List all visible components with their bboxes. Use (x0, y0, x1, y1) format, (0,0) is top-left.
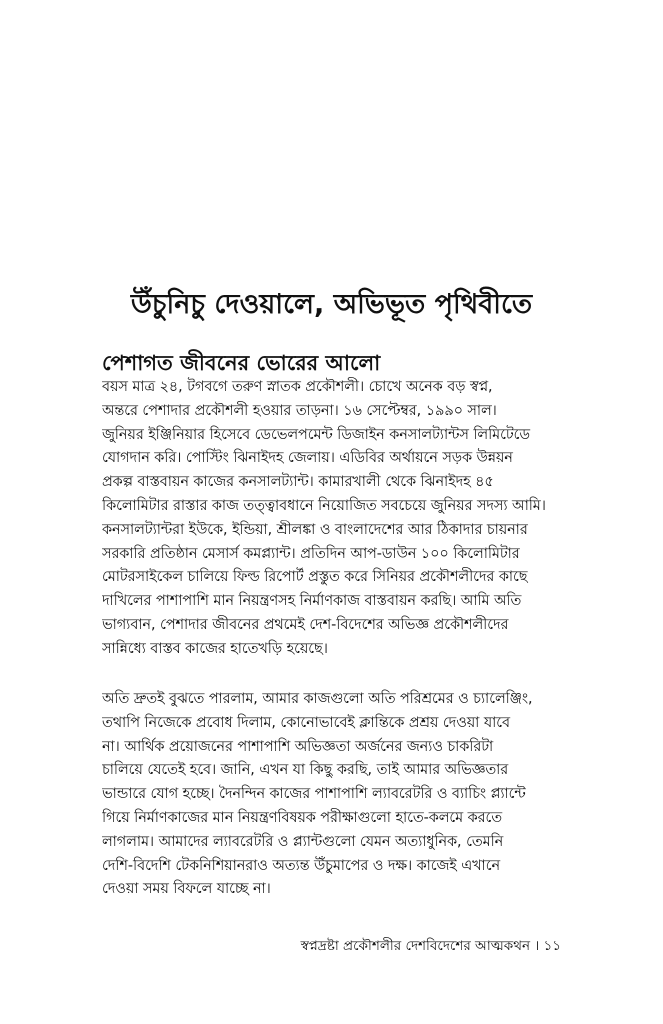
paragraph-line: যোগদান করি। পোস্টিং ঝিনাইদহ জেলায়। এডিবির অর্থায়নে সড়ক উন্নয়ন (102, 450, 513, 467)
paragraph-2 (102, 688, 562, 902)
paragraph-line: সরকারি প্রতিষ্ঠান মেসার্স কমপ্ল্যান্ট। প্রতিদিন আপ-ডাউন ১০০ কিলোমিটার (102, 545, 520, 562)
paragraph-line: দেশি-বিদেশি টেকনিশিয়ানরাও অত্যন্ত উঁচুমাপের ও দক্ষ। কাজেই এখানে (102, 857, 500, 874)
chapter-title: উঁচুনিচু দেওয়ালে, অভিভূত পৃথিবীতে (130, 289, 533, 320)
paragraph-line: তথাপি নিজেকে প্রবোধ দিলাম, কোনোভাবেই ক্লান্তিকে প্রশ্রয় দেওয়া যাবে (102, 714, 510, 731)
section-heading: পেশাগত জীবনের ভোরের আলো (102, 351, 381, 375)
paragraph-line: চালিয়ে যেতেই হবে। জানি, এখন যা কিছু করছি, তাই আমার অভিজ্ঞতার (102, 762, 509, 779)
paragraph-line: না। আর্থিক প্রয়োজনের পাশাপাশি অভিজ্ঞতা অর্জনের জন্যও চাকরিটা (102, 738, 494, 755)
paragraph-line: দাখিলের পাশাপাশি মান নিয়ন্ত্রণসহ নির্মাণকাজ বাস্তবায়ন করছি। আমি অতি (102, 593, 522, 610)
page-footer: স্বপ্নদ্রষ্টা প্রকৌশলীর দেশবিদেশের আত্মকথন । ১১ (300, 938, 561, 954)
paragraph-line: দেওয়া সময় বিফলে যাচ্ছে না। (102, 881, 271, 898)
paragraph-line: অন্তরে পেশাদার প্রকৌশলী হওয়ার তাড়না। ১৬ সেপ্টেম্বর, ১৯৯০ সাল। (102, 402, 497, 419)
paragraph-line: কিলোমিটার রাস্তার কাজ তত্ত্বাবধানে নিয়োজিত সবচেয়ে জুনিয়র সদস্য আমি। (102, 497, 546, 514)
paragraph-line: লাগলাম। আমাদের ল্যাবরেটরি ও প্ল্যান্টগুলো যেমন অত্যাধুনিক, তেমনি (102, 833, 504, 850)
paragraph-line: বয়স মাত্র ২৪, টগবগে তরুণ স্নাতক প্রকৌশলী। চোখে অনেক বড় স্বপ্ন, (102, 379, 493, 395)
paragraph-line: মোটরসাইকেল চালিয়ে ফিল্ড রিপোর্ট প্রস্তুত করে সিনিয়র প্রকৌশলীদের কাছে (102, 569, 528, 586)
paragraph-line: প্রকল্প বাস্তবায়ন কাজের কনসালট্যান্ট। কামারখালী থেকে ঝিনাইদহ ৪৫ (102, 474, 494, 491)
paragraph-line: ভান্ডারে যোগ হচ্ছে। দৈনন্দিন কাজের পাশাপাশি ল্যাবরেটরি ও ব্যাচিং প্ল্যান্টে (102, 786, 526, 803)
paragraph-line: গিয়ে নির্মাণকাজের মান নিয়ন্ত্রণবিষয়ক পরীক্ষাগুলো হাতে-কলমে করতে (102, 809, 502, 826)
paragraph-line: সান্নিধ্যে বাস্তব কাজের হাতেখড়ি হয়েছে। (102, 640, 328, 657)
paragraph-line: অতি দ্রুতই বুঝতে পারলাম, আমার কাজগুলো অতি পরিশ্রমের ও চ্যালেঞ্জিং, (102, 691, 533, 707)
paragraph-line: জুনিয়র ইঞ্জিনিয়ার হিসেবে ডেভেলপমেন্ট ডিজাইন কনসালট্যান্টস লিমিটেডে (102, 426, 530, 443)
paragraph-line: ভাগ্যবান, পেশাদার জীবনের প্রথমেই দেশ-বিদেশের অভিজ্ঞ প্রকৌশলীদের (102, 616, 509, 633)
paragraph-line: কনসালট্যান্টরা ইউকে, ইন্ডিয়া, শ্রীলঙ্কা ও বাংলাদেশের আর ঠিকাদার চায়নার (102, 521, 528, 538)
paragraph-1 (102, 376, 562, 662)
